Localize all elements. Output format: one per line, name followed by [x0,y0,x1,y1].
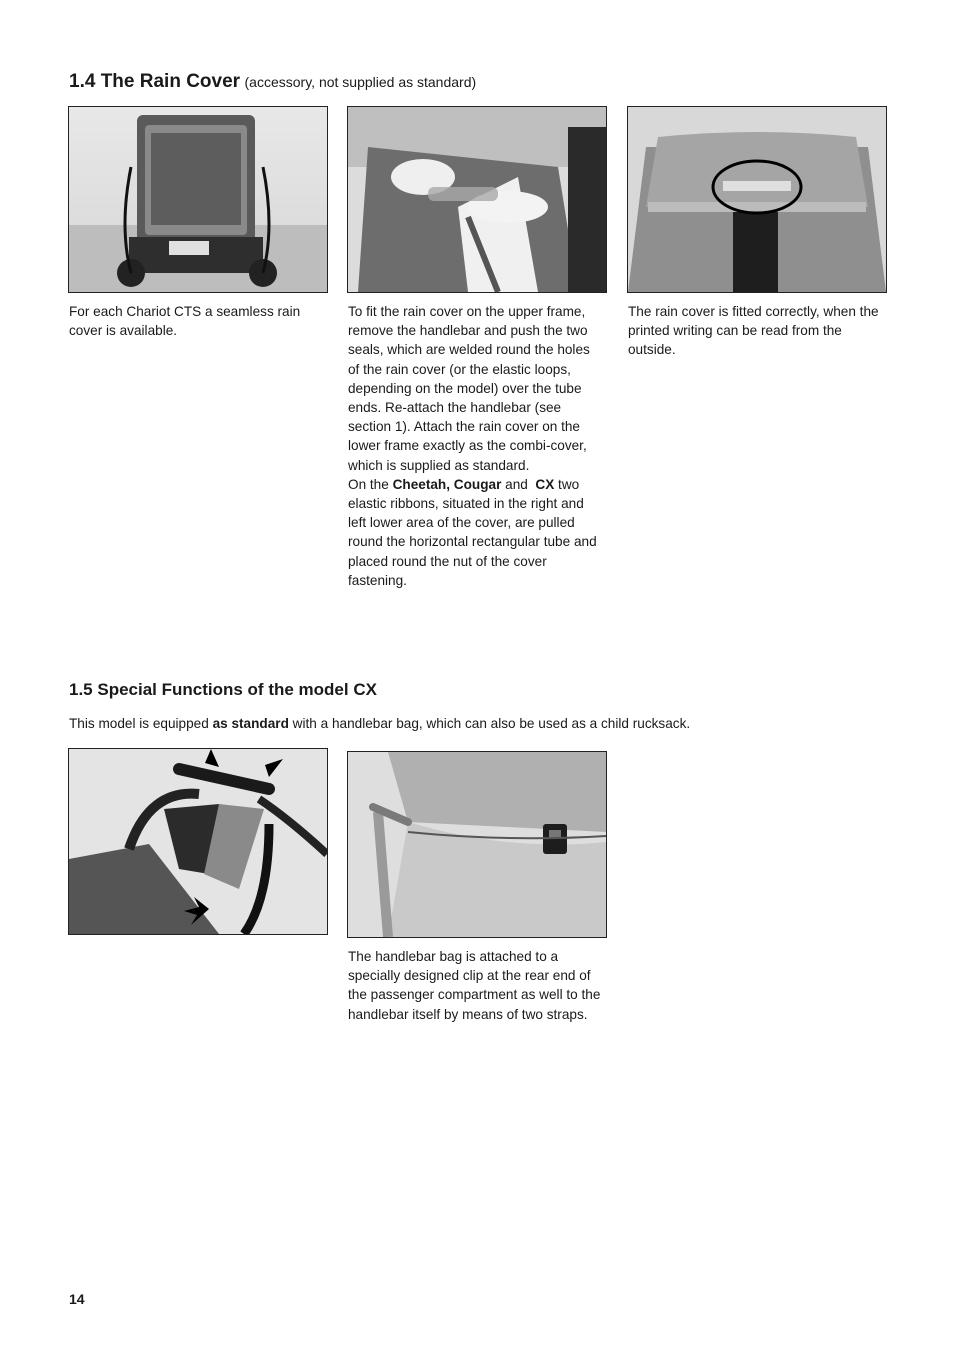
caption-correct-fit: The rain cover is fitted correctly, when the printed writing can be read from the outside. [628,304,879,358]
section-1-4-title: 1.4 The Rain Cover [69,71,241,92]
photo-fitting-rain-cover [347,106,607,293]
intro-bold: as standard [212,716,289,731]
fitting-p2-post: two elastic ribbons, situated in the right and left lower area of the cover, are pulled round the horizontal rectangular tube and placed round the nut of the cover fastening. [348,476,597,588]
photo-rain-cover-front [68,106,328,293]
fitting-p2-cx: CX [535,476,555,492]
fitting-paragraph-2 [348,475,600,590]
section-1-4-subtitle: (accessory, not supplied as standard) [244,74,477,90]
fitting-p2-pre: On the [348,476,393,492]
intro-post: with a handlebar bag, which can also be used as a child rucksack. [288,716,691,731]
caption-fitting-instructions [348,302,600,590]
fitting-p2-mid: and [501,476,536,492]
page-number: 14 [69,1291,85,1307]
photo-rain-cover-rear [627,106,887,293]
caption-bag-attachment: The handlebar bag is attached to a specially designed clip at the rear end of the passenger compartment as well to the handlebar itself by means of two straps. [348,949,601,1022]
intro-pre: This model is equipped [69,716,213,731]
fitting-p2-models: Cheetah, Cougar [392,476,502,492]
section-1-5-intro [69,714,889,733]
section-1-5-title: 1.5 Special Functions of the model CX [69,680,377,699]
section-1-4-heading [69,71,476,93]
photo-bag-clip [347,751,607,938]
photo-handlebar-bag [68,748,328,935]
caption-rain-cover-availability: For each Chariot CTS a seamless rain cover is available. [69,304,301,339]
fitting-paragraph-1: To fit the rain cover on the upper frame, remove the handlebar and push the two seals, which are welded round the holes of the rain cover (or the elastic loops, depending on the model) over the tube ends. Re-attach the handlebar (see section 1). Attach the rain cover on the lower frame exactly as the combi-cover, which is supplied as standard. [348,304,590,473]
